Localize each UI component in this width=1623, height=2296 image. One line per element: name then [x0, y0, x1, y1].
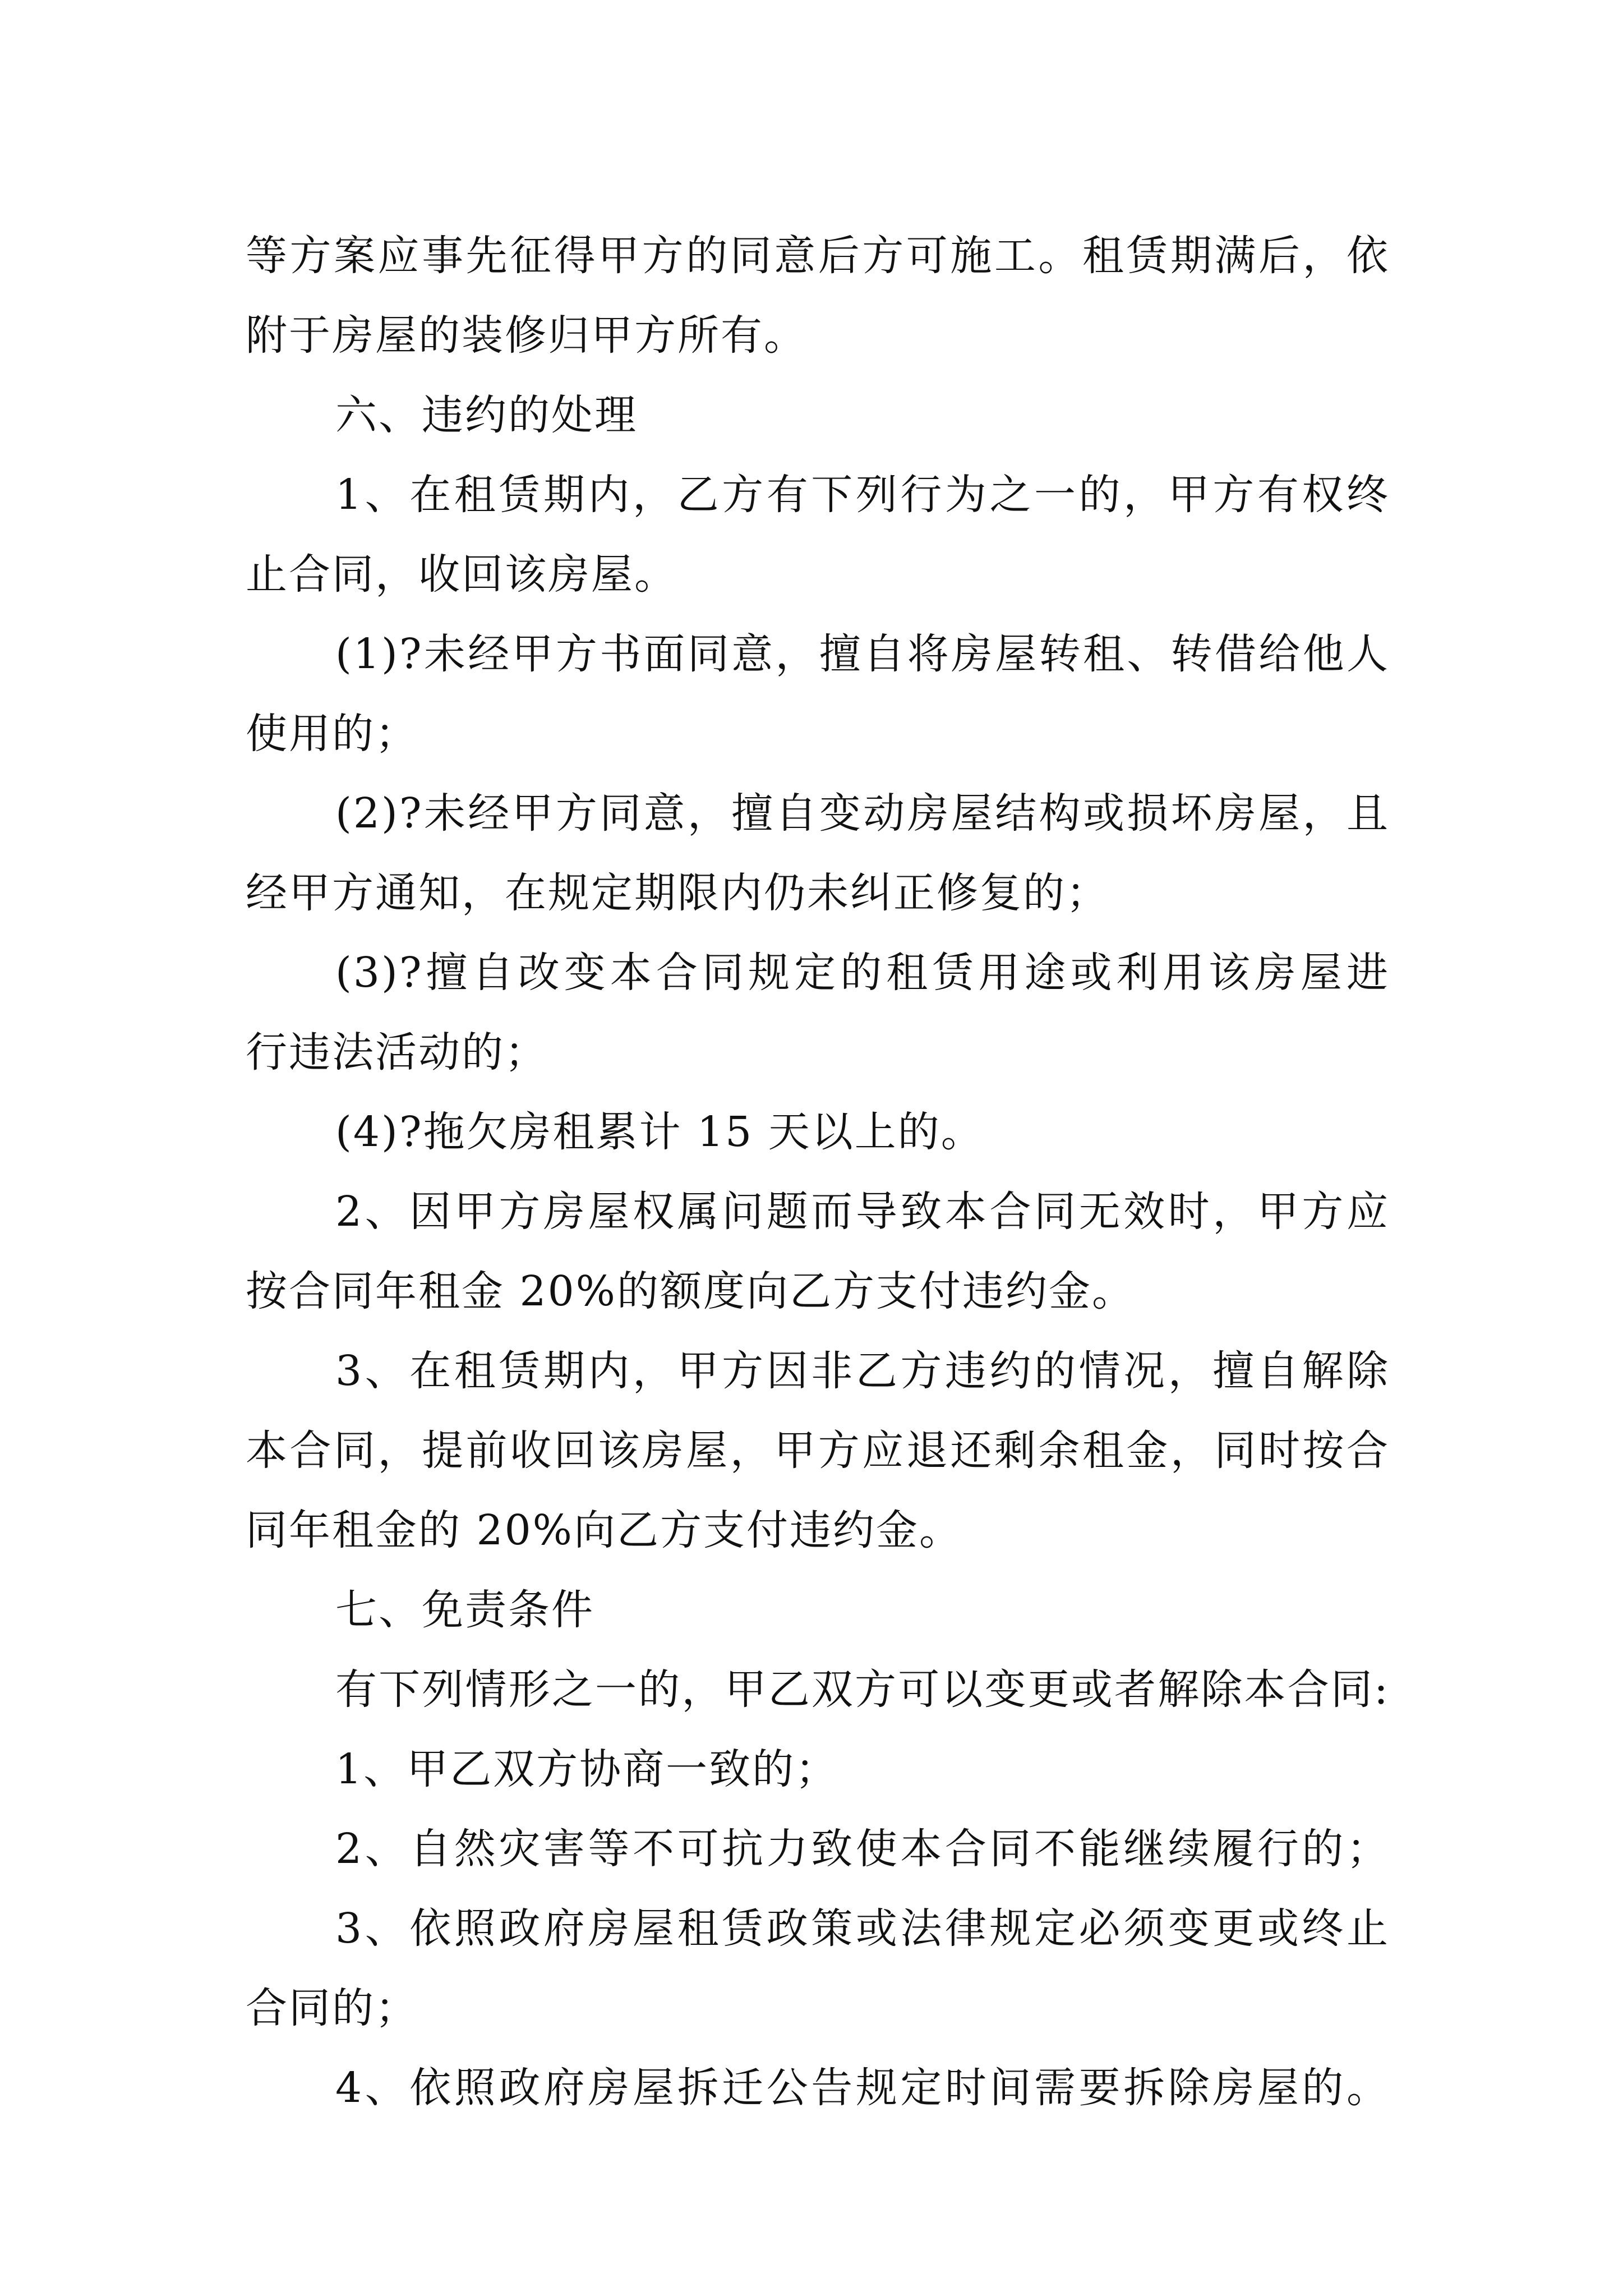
text-line: (2)?未经甲方同意，擅自变动房屋结构或损坏房屋，且 — [335, 789, 1390, 838]
text-line: 本合同，提前收回该房屋，甲方应退还剩余租金，同时按合 — [246, 1427, 1390, 1475]
text-line: 按合同年租金 20%的额度向乙方支付违约金。 — [246, 1267, 1135, 1315]
text-line: 3、在租赁期内，甲方因非乙方违约的情况，擅自解除 — [335, 1347, 1390, 1395]
text-line: (1)?未经甲方书面同意，擅自将房屋转租、转借给他人 — [335, 630, 1390, 678]
text-line: 1、在租赁期内，乙方有下列行为之一的，甲方有权终 — [335, 471, 1390, 519]
text-line: 附于房屋的装修归甲方所有。 — [246, 311, 807, 360]
text-line: 使用的； — [246, 710, 418, 758]
text-line: 4、依照政府房屋拆迁公告规定时间需要拆除房屋的。 — [335, 2064, 1390, 2112]
text-line: 行违法活动的； — [246, 1028, 548, 1076]
text-line: 3、依照政府房屋租赁政策或法律规定必须变更或终止 — [335, 1904, 1390, 1953]
text-line: 2、自然灾害等不可抗力致使本合同不能继续履行的； — [335, 1825, 1390, 1873]
section-heading: 七、免责条件 — [335, 1586, 594, 1634]
text-line: 等方案应事先征得甲方的同意后方可施工。租赁期满后，依 — [246, 232, 1390, 280]
text-line: 1、甲乙双方协商一致的； — [335, 1745, 839, 1793]
text-line: (4)?拖欠房租累计 15 天以上的。 — [335, 1108, 984, 1156]
text-line: 经甲方通知，在规定期限内仍未纠正修复的； — [246, 869, 1109, 917]
text-line: (3)?擅自改变本合同规定的租赁用途或利用该房屋进 — [335, 949, 1390, 997]
text-line: 同年租金的 20%向乙方支付违约金。 — [246, 1506, 962, 1554]
section-heading: 六、违约的处理 — [335, 391, 638, 439]
text-line: 2、因甲方房屋权属问题而导致本合同无效时，甲方应 — [335, 1188, 1390, 1236]
text-line: 合同的； — [246, 1984, 418, 2032]
text-line: 止合同，收回该房屋。 — [246, 550, 677, 599]
document-body — [246, 216, 1390, 2128]
text-line: 有下列情形之一的，甲乙双方可以变更或者解除本合同: — [335, 1665, 1390, 1714]
